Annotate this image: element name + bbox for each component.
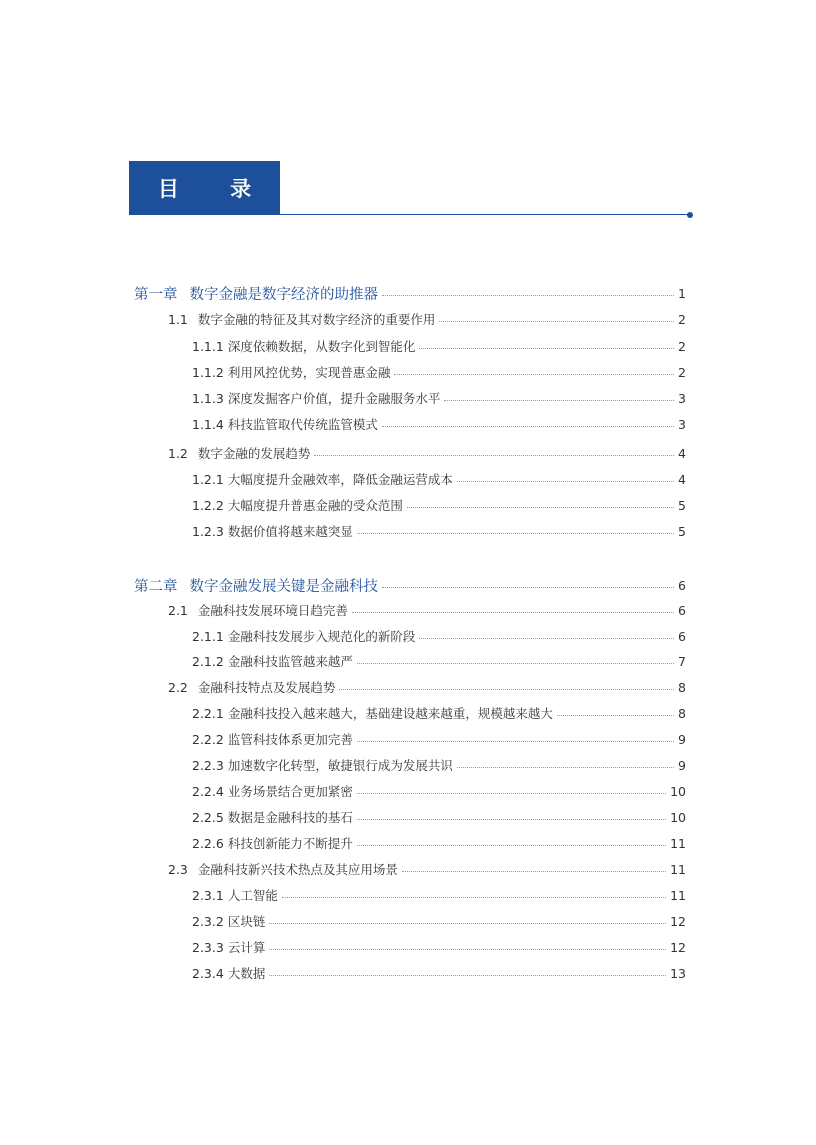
toc-entry-title: 深度依赖数据，从数字化到智能化	[227, 339, 416, 354]
toc-entry-page-number: 9	[678, 757, 686, 773]
toc-entry-title: 加速数字化转型，敏捷银行成为发展共识	[227, 758, 453, 773]
toc-entry-title: 金融科技投入越来越大，基础建设越来越重，规模越来越大	[227, 706, 553, 721]
toc-entry-page-number: 5	[678, 523, 686, 539]
dot-leader	[269, 949, 666, 950]
dot-leader	[439, 321, 674, 322]
toc-entry-level-3[interactable]	[192, 962, 686, 984]
toc-entry-title: 科技创新能力不断提升	[227, 836, 353, 851]
toc-entry-page-number: 2	[678, 311, 686, 327]
toc-entry-number: 第一章	[134, 286, 178, 303]
toc-entry-number: 1.2.1	[192, 471, 224, 487]
toc-entry-number: 2.3	[168, 861, 188, 877]
toc-entry-title: 业务场景结合更加紧密	[227, 784, 353, 799]
dot-leader	[339, 689, 674, 690]
toc-entry-page-number: 4	[678, 445, 686, 461]
toc-entry-number: 1.1	[168, 311, 188, 327]
dot-leader	[352, 612, 674, 613]
dot-leader	[444, 400, 674, 401]
toc-entry-number: 2.3.1	[192, 887, 224, 903]
toc-entry-title: 金融科技发展步入规范化的新阶段	[227, 629, 416, 644]
toc-entry-title: 大幅度提升金融效率，降低金融运营成本	[227, 472, 453, 487]
toc-entry-level-1[interactable]	[134, 574, 686, 596]
toc-entry-number: 1.2.3	[192, 523, 224, 539]
dot-leader	[382, 587, 674, 588]
toc-entry-number: 1.1.2	[192, 364, 224, 380]
toc-entry-level-3[interactable]	[192, 806, 686, 828]
toc-entry-level-3[interactable]	[192, 910, 686, 932]
toc-entry-level-3[interactable]	[192, 936, 686, 958]
dot-leader	[457, 767, 674, 768]
toc-entry-title: 大数据	[227, 966, 266, 981]
dot-leader	[382, 426, 674, 427]
dot-leader	[557, 715, 674, 716]
toc-entry-level-3[interactable]	[192, 702, 686, 724]
toc-entry-level-3[interactable]	[192, 335, 686, 357]
toc-entry-level-3[interactable]	[192, 387, 686, 409]
toc-entry-number: 2.3.2	[192, 913, 224, 929]
toc-entry-level-3[interactable]	[192, 494, 686, 516]
toc-entry-title: 金融科技新兴技术热点及其应用场景	[197, 862, 398, 877]
toc-entry-title: 数字金融的发展趋势	[197, 446, 311, 461]
toc-entry-page-number: 11	[670, 835, 686, 851]
toc-entry-title: 数据价值将越来越突显	[227, 524, 353, 539]
toc-entry-title: 数字金融发展关键是金融科技	[189, 578, 378, 595]
dot-leader	[407, 507, 674, 508]
dot-leader	[382, 295, 674, 296]
toc-entry-number: 2.2.1	[192, 705, 224, 721]
toc-entry-number: 1.1.3	[192, 390, 224, 406]
toc-entry-title: 区块链	[227, 914, 266, 929]
toc-entry-page-number: 10	[670, 809, 686, 825]
toc-entry-title: 金融科技发展环境日趋完善	[197, 603, 348, 618]
dot-leader	[314, 455, 674, 456]
dot-leader	[419, 638, 674, 639]
toc-entry-page-number: 12	[670, 939, 686, 955]
toc-entry-level-2[interactable]	[168, 599, 686, 621]
toc-entry-page-number: 4	[678, 471, 686, 487]
toc-entry-title: 监管科技体系更加完善	[227, 732, 353, 747]
toc-entry-title: 数字金融是数字经济的助推器	[189, 286, 378, 303]
toc-entry-title: 利用风控优势，实现普惠金融	[227, 365, 391, 380]
toc-entry-title: 云计算	[227, 940, 266, 955]
toc-entry-number: 1.1.4	[192, 416, 224, 432]
dot-leader	[394, 374, 674, 375]
toc-entry-title: 数字金融的特征及其对数字经济的重要作用	[197, 312, 436, 327]
dot-leader	[457, 481, 674, 482]
toc-entry-level-3[interactable]	[192, 728, 686, 750]
dot-leader	[419, 348, 674, 349]
toc-entry-page-number: 8	[678, 679, 686, 695]
toc-entry-page-number: 11	[670, 861, 686, 877]
toc-entry-number: 2.1.1	[192, 628, 224, 644]
toc-entry-page-number: 7	[678, 653, 686, 669]
toc-entry-page-number: 6	[678, 628, 686, 644]
toc-entry-number: 2.1.2	[192, 653, 224, 669]
dot-leader	[282, 897, 666, 898]
dot-leader	[357, 533, 674, 534]
dot-leader	[269, 975, 666, 976]
toc-entry-level-3[interactable]	[192, 625, 686, 647]
dot-leader	[357, 819, 666, 820]
toc-entry-page-number: 13	[670, 965, 686, 981]
dot-leader	[357, 793, 666, 794]
dot-leader	[269, 923, 666, 924]
toc-entry-number: 2.2	[168, 679, 188, 695]
toc-entry-number: 2.1	[168, 602, 188, 618]
toc-entry-level-3[interactable]	[192, 361, 686, 383]
toc-entry-page-number: 8	[678, 705, 686, 721]
toc-entry-level-3[interactable]	[192, 884, 686, 906]
toc-entry-number: 2.2.6	[192, 835, 224, 851]
toc-entry-level-1[interactable]	[134, 282, 686, 304]
toc-entry-level-3[interactable]	[192, 754, 686, 776]
dot-leader	[402, 871, 666, 872]
toc-entry-title: 数据是金融科技的基石	[227, 810, 353, 825]
toc-entry-level-2[interactable]	[168, 676, 686, 698]
toc-entry-number: 2.2.2	[192, 731, 224, 747]
toc-entry-page-number: 10	[670, 783, 686, 799]
toc-entry-number: 2.2.5	[192, 809, 224, 825]
toc-entry-level-2[interactable]	[168, 442, 686, 464]
dot-leader	[357, 663, 674, 664]
toc-entry-page-number: 3	[678, 416, 686, 432]
toc-entry-page-number: 12	[670, 913, 686, 929]
toc-entry-level-3[interactable]	[192, 468, 686, 490]
toc-entry-number: 2.2.3	[192, 757, 224, 773]
toc-entry-number: 1.2	[168, 445, 188, 461]
toc-entry-number: 2.3.3	[192, 939, 224, 955]
toc-entry-page-number: 2	[678, 338, 686, 354]
toc-entry-number: 1.2.2	[192, 497, 224, 513]
toc-title-text: 目 录	[157, 177, 274, 201]
toc-entry-page-number: 6	[678, 577, 686, 593]
toc-entry-level-2[interactable]	[168, 308, 686, 330]
toc-entry-title: 科技监管取代传统监管模式	[227, 417, 378, 432]
toc-entry-number: 2.3.4	[192, 965, 224, 981]
toc-entry-title: 大幅度提升普惠金融的受众范围	[227, 498, 403, 513]
toc-entry-number: 第二章	[134, 578, 178, 595]
toc-entry-number: 1.1.1	[192, 338, 224, 354]
toc-entry-page-number: 9	[678, 731, 686, 747]
toc-entry-level-3[interactable]	[192, 413, 686, 435]
toc-entry-title: 金融科技监管越来越严	[227, 654, 353, 669]
toc-entry-level-2[interactable]	[168, 858, 686, 880]
toc-entry-number: 2.2.4	[192, 783, 224, 799]
toc-entry-title: 深度发掘客户价值，提升金融服务水平	[227, 391, 441, 406]
dot-leader	[357, 741, 674, 742]
toc-entry-level-3[interactable]	[192, 832, 686, 854]
toc-entry-title: 人工智能	[227, 888, 278, 903]
toc-entry-page-number: 11	[670, 887, 686, 903]
toc-entry-page-number: 1	[678, 285, 686, 301]
toc-entry-page-number: 5	[678, 497, 686, 513]
toc-entry-title: 金融科技特点及发展趋势	[197, 680, 336, 695]
toc-entry-page-number: 2	[678, 364, 686, 380]
toc-entry-page-number: 3	[678, 390, 686, 406]
toc-entry-level-3[interactable]	[192, 780, 686, 802]
dot-leader	[357, 845, 666, 846]
toc-entry-page-number: 6	[678, 602, 686, 618]
toc-entry-level-3[interactable]	[192, 520, 686, 542]
toc-entry-level-3[interactable]	[192, 650, 686, 672]
